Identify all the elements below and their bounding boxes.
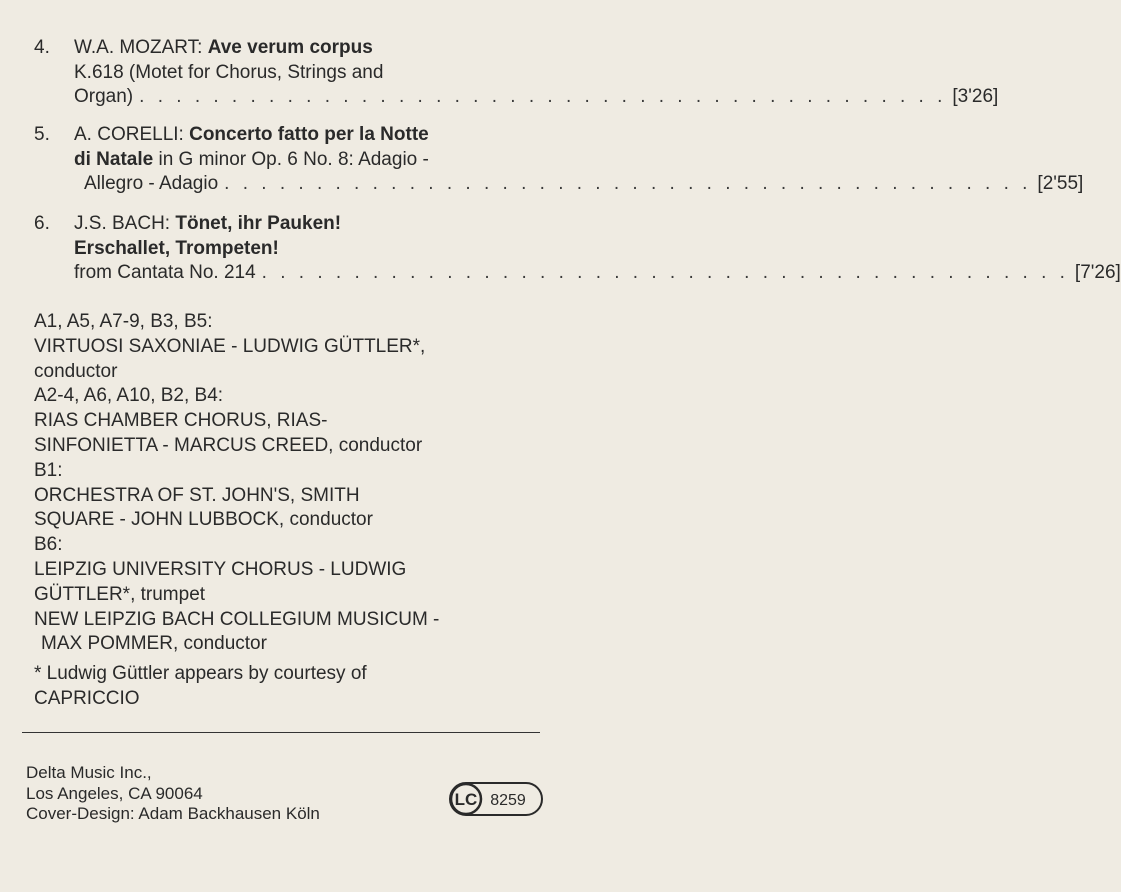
performer-credits (34, 310, 554, 712)
footnote: CAPRICCIO (34, 687, 140, 709)
credit-line: B6: (34, 534, 63, 556)
credit-line: RIAS CHAMBER CHORUS, RIAS- (34, 410, 328, 432)
track-heading (74, 123, 534, 148)
footnote: * Ludwig Güttler appears by courtesy of (34, 663, 367, 685)
credit-line: conductor (34, 360, 118, 382)
credit-line: MAX POMMER, conductor (41, 633, 267, 655)
credit-line: SINFONIETTA - MARCUS CREED, conductor (34, 434, 423, 456)
credit-line: B1: (34, 459, 63, 481)
track-duration: [2'55] (1037, 173, 1084, 194)
credit-line: GÜTTLER*, trumpet (34, 583, 206, 605)
track-4 (34, 36, 999, 110)
publisher-name: Delta Music Inc., (26, 763, 152, 782)
label-code-number: 8259 (490, 792, 526, 809)
track-duration: [7'26] (1074, 262, 1121, 283)
track-6 (34, 212, 1121, 286)
track-title: Tönet, ihr Pauken! (175, 213, 342, 234)
label-code-logo (449, 782, 543, 816)
track-duration-line (74, 85, 999, 110)
track-title: Ave verum corpus (207, 37, 373, 58)
leader-dots: . . . . . . . . . . . . . . . . . . . . . . . . . . . . . . . . . . . . . . . . . . . . (139, 86, 947, 107)
credit-line: LEIPZIG UNIVERSITY CHORUS - LUDWIG (34, 558, 407, 580)
track-title: Concerto fatto per la Notte (189, 124, 429, 145)
leader-dots: . . . . . . . . . . . . . . . . . . . . . . . . . . . . . . . . . . . . . . . . . . . . (224, 173, 1032, 194)
track-detail: Organ) (74, 86, 134, 107)
track-duration: [3'26] (952, 86, 999, 107)
publisher-address: Los Angeles, CA 90064 (26, 783, 203, 803)
track-heading (74, 212, 534, 237)
track-title: Erschallet, Trompeten! (74, 237, 279, 259)
track-heading-cont (74, 148, 534, 173)
track-number: 4. (34, 37, 50, 58)
credit-line: VIRTUOSI SAXONIAE - LUDWIG GÜTTLER*, (34, 335, 426, 357)
track-number: 5. (34, 124, 50, 145)
track-detail: Allegro - Adagio (84, 173, 219, 194)
track-composer: J.S. BACH: (74, 213, 171, 234)
divider-rule (22, 732, 540, 733)
credit-line: A2-4, A6, A10, B2, B4: (34, 385, 224, 407)
track-detail: in G minor Op. 6 No. 8: Adagio - (158, 148, 429, 170)
label-code-prefix: LC (454, 790, 478, 809)
track-detail: from Cantata No. 214 (74, 262, 256, 283)
credit-line: SQUARE - JOHN LUBBOCK, conductor (34, 509, 373, 531)
track-composer: A. CORELLI: (74, 124, 184, 145)
track-number: 6. (34, 213, 50, 234)
credit-line: A1, A5, A7-9, B3, B5: (34, 311, 213, 332)
track-5 (34, 123, 1084, 197)
cover-design-credit: Cover-Design: Adam Backhausen Köln (26, 804, 320, 823)
credit-line: ORCHESTRA OF ST. JOHN'S, SMITH (34, 484, 360, 506)
track-duration-line (74, 172, 1084, 197)
track-detail: K.618 (Motet for Chorus, Strings and (74, 61, 384, 83)
track-heading (74, 36, 534, 61)
track-composer: W.A. MOZART: (74, 37, 203, 58)
track-title: di Natale (74, 148, 154, 170)
leader-dots: . . . . . . . . . . . . . . . . . . . . . . . . . . . . . . . . . . . . . . . . . . . . (261, 262, 1069, 283)
track-duration-line (74, 261, 1121, 286)
publisher-info (26, 763, 320, 825)
credit-line: NEW LEIPZIG BACH COLLEGIUM MUSICUM - (34, 608, 440, 630)
